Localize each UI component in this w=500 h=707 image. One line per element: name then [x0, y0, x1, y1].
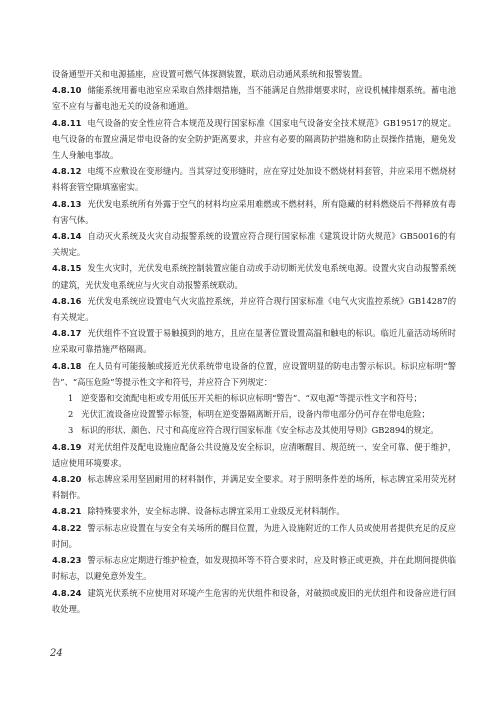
clause-number: 4.8.13: [52, 198, 82, 209]
list-item-number: 1: [68, 393, 74, 404]
clause-4-8-24: [52, 585, 456, 617]
clause-4-8-15: [52, 260, 456, 292]
clause-text: 标志牌应采用坚固耐用的材料制作，并满足安全要求。对于照明条件差的场所，标志牌宜采用荧光材料制作。: [52, 474, 456, 501]
clause-4-8-23: [52, 552, 456, 584]
list-item-text: 标识的形状、颜色、尺寸和高度应符合现行国家标准《安全标志及其使用导则》GB2894的规定。: [81, 425, 439, 436]
page-number: 24: [50, 648, 63, 659]
clause-text: 建筑光伏系统不应使用对环境产生危害的光伏组件和设备，对破损或废旧的光伏组件和设备应进行回收处理。: [52, 587, 456, 614]
clause-text: 除特殊要求外，安全标志牌、设备标志牌宜采用工业级反光材料制作。: [87, 506, 345, 517]
clause-number: 4.8.19: [52, 441, 82, 452]
clause-text: 在人员有可能接触或接近光伏系统带电设备的位置，应设置明显的防电击警示标识。标识应标明“警告”、“高压危险”等提示性文字和符号，并应符合下列规定：: [52, 360, 456, 387]
clause-number: 4.8.10: [52, 85, 82, 96]
clause-number: 4.8.12: [52, 166, 82, 177]
clause-text: 光伏发电系统应设置电气火灾监控系统，并应符合现行国家标准《电气火灾监控系统》GB14287的有关规定。: [52, 295, 456, 323]
clause-4-8-11: [52, 115, 456, 164]
clause-text: 电缆不应敷设在变形缝内。当其穿过变形缝时，应在穿过处加设不燃烧材料套管，并应采用不燃烧材料将套管空隙填塞密实。: [52, 166, 456, 193]
clause-number: 4.8.22: [52, 522, 82, 533]
clause-number: 4.8.15: [52, 263, 82, 274]
clause-text: 光伏发电系统所有外露于空气的材料均应采用难燃或不燃材料，所有隐藏的材料燃烧后不得释放有毒有害气体。: [52, 198, 456, 225]
clause-4-8-13: [52, 196, 456, 228]
list-item-number: 2: [68, 409, 74, 420]
clause-text: 发生火灾时，光伏发电系统控制装置应能自动或手动切断光伏发电系统电源。设置火灾自动报警系统的建筑，光伏发电系统应与火灾自动报警系统联动。: [52, 263, 456, 290]
clause-4-8-12: [52, 163, 456, 195]
clause-4-8-16: [52, 293, 456, 325]
list-item-text: 逆变器和交流配电柜或专用低压开关柜的标识应标明“警告”、“双电源”等提示性文字和符号；: [81, 393, 422, 404]
list-item: [52, 390, 456, 406]
clause-text: 对光伏组件及配电设施应配备公共设施及安全标识，应清晰醒目、规范统一、安全可靠、便于维护，适应使用环境要求。: [52, 441, 456, 468]
clause-4-8-10: [52, 82, 456, 114]
body-text: [52, 66, 456, 617]
clause-4-8-14: [52, 228, 456, 260]
clause-number: 4.8.17: [52, 328, 82, 339]
clause-4-8-18: [52, 358, 456, 390]
clause-number: 4.8.18: [52, 360, 82, 371]
clause-text: 警示标志应定期进行维护检查，如发现损坏等不符合要求时，应及时修正或更换，并在此期间提供临时标志，以避免意外发生。: [52, 555, 456, 582]
clause-number: 4.8.14: [52, 231, 82, 242]
clause-text: 自动灭火系统及火灾自动报警系统的设置应符合现行国家标准《建筑设计防火规范》GB50016的有关规定。: [52, 231, 456, 258]
clause-4-8-21: [52, 503, 456, 519]
clause-4-8-17: [52, 325, 456, 357]
clause-text: 警示标志应设置在与安全有关场所的醒目位置，为进入设施附近的工作人员或使用者提供充足的反应时间。: [52, 522, 456, 549]
list-item: [52, 406, 456, 422]
list-item-number: 3: [68, 425, 74, 436]
clause-number: 4.8.24: [52, 587, 82, 598]
clause-text: 光伏组件不宜设置于易触摸到的地方，且应在显著位置设置高温和触电的标识。临近儿童活动场所时应采取可靠措施严格隔离。: [52, 328, 456, 355]
clause-number: 4.8.11: [52, 117, 82, 128]
list-item-text: 光伏汇流设备应设置警示标签，标明在逆变器隔离断开后，设备内带电部分仍可存在带电危险；: [81, 409, 430, 420]
clause-number: 4.8.20: [52, 474, 82, 485]
clause-text: 电气设备的安全性应符合本规范及现行国家标准《国家电气设备安全技术规范》GB19517的规定。电气设备的布置应满足带电设备的安全防护距离要求，并应有必要的隔离防护措施和防止误操作措施，避免发生人身触电事故。: [52, 117, 456, 161]
clause-number: 4.8.23: [52, 555, 82, 566]
clause-4-8-19: [52, 439, 456, 471]
clause-4-8-20: [52, 471, 456, 503]
intro-paragraph: 设备通型开关和电源插座，应设置可燃气体探测装置，联动启动通风系统和报警装置。: [52, 69, 368, 79]
clause-text: 储能系统用蓄电池室应采取自然排烟措施，当不能满足自然排烟要求时，应设机械排烟系统。蓄电池室不应有与蓄电池无关的设备和通道。: [52, 85, 456, 112]
clause-4-8-22: [52, 520, 456, 552]
clause-number: 4.8.21: [52, 506, 82, 517]
clause-number: 4.8.16: [52, 295, 82, 306]
list-item: [52, 422, 456, 438]
